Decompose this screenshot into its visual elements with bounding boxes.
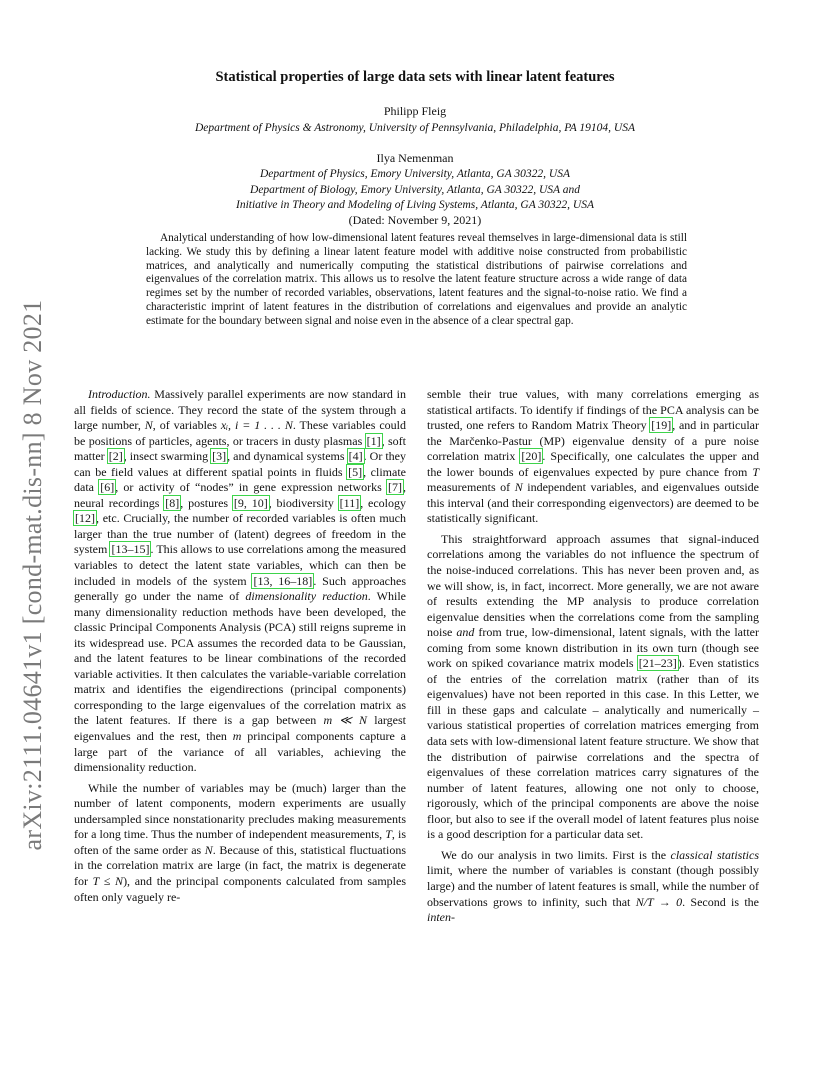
citation-link[interactable]: [1] [366,433,381,448]
citation-link[interactable]: [8] [165,495,180,510]
citation-link[interactable]: [5] [348,464,363,479]
author-name: Philipp Fleig [383,104,447,118]
citation-link[interactable]: [13, 16–18] [253,573,313,588]
citation-link[interactable]: [3] [212,449,227,464]
paper-title: Statistical properties of large data sets with linear latent features [215,69,615,85]
author-affiliation: Department of Physics & Astronomy, University of Pennsylvania, Philadelphia, PA 19104, USA [194,122,636,134]
author-affiliation: Initiative in Theory and Modeling of Living Systems, Atlanta, GA 30322, USA [236,199,594,211]
abstract: Analytical understanding of how low-dimensional latent features reveal themselves in large-dimensional data is still lacking. We study this by defining a linear latent feature model with additive noise constructed from probabilistic matrices, and analytically and numerically computing the statistical distributions of pairwise correlations and eigenvalues of the correlation matrix. This allows us to resolve the latent feature structure across a wide range of data regimes set by the number of recorded variables, observations, latent features and the signal-to-noise ratio. We find a characteristic imprint of latent features in the distribution of correlations and eigenvalues and provide an analytic estimate for the boundary between signal and noise even in the absence of a clear spectral gap. [146,232,687,327]
citation-link[interactable]: [9, 10] [233,495,268,510]
author-name: Ilya Nemenman [376,151,454,165]
left-column [74,387,406,905]
citation-link[interactable]: [2] [108,449,123,464]
paragraph: While the number of variables may be (much) larger than the number of latent components, modern experiments are usually undersampled since nonstationarity precludes making measurements for a long time. Thus the number of independent measurements, T, is often of the same order as N. Because of this, statistical fluctuations in the correlation matrix are large (in fact, the matrix is degenerate for T ≤ N), and the principal components calculated from samples often only vaguely re- [74,780,406,904]
citation-link[interactable]: [12] [75,511,95,526]
paragraph: Introduction. Massively parallel experiments are now standard in all fields of science. They record the state of the system through a large number, N, of variables xᵢ, i = 1 . . . N. These variables could be positions of particles, agents, or tracers in dusty plasmas [1], soft matter [2], insect swarming [3], and dynamical systems [4]. Or they can be field values at different spatial points in fluids [5], climate data [6], or activity of “nodes” in gene expression networks [7], neural recordings [8], postures [9, 10], biodiversity [11], ecology [12], etc. Crucially, the number of recorded variables is often much larger than the true number of (latent) degrees of freedom in the system [13–15]. This allows to use correlations among the measured variables to detect the latent state variables, which can then be included in models of the system [13, 16–18]. Such approaches generally go under the name of dimensionality reduction. While many dimensionality reduction methods have been developed, the classic Principal Components Analysis (PCA) still reigns supreme in its widespread use. PCA assumes the recorded data to be Gaussian, and the latent features to be linear combinations of the recorded variable activities. It then calculates the variable-variable correlation matrix and identifies the eigendirections (principal components) corresponding to the large eigenvalues of the correlation matrix as the latent features. If there is a gap between m ≪ N largest eigenvalues and the rest, then m principal components capture a large part of the variance of all variables, achieving the dimensionality reduction. [74,387,407,775]
author-affiliation: Department of Physics, Emory University, Atlanta, GA 30322, USA [259,168,571,180]
paragraph: This straightforward approach assumes that signal-induced correlations among the variables do not influence the spectrum of the noise-induced correlations. This has never been proven and, as we will show, is, in fact, incorrect. More generally, we are not aware of results extending the MP analysis to produce correlation eigenvalue densities when the correlations come from the sampling noise and from true, low-dimensional, latent signals, with the latter coming from some known distribution in its own turn (though see work on spiked covariance matrix models [21–23]). Even statistics of the entries of the correlation matrix (rather than of its eigenvalues) have not been reported in this case. In this Letter, we fill in these gaps and calculate – analytically and numerically – various statistical properties of correlation matrices emerging from data sets with low-dimensional latent feature structure. We show that the distribution of pairwise correlations and the spectra of eigenvalues of these correlation matrices carry signatures of the number of latent features, allowing one not only to choose, rigorously, which of the principal components are above the noise floor, but also to see if the overall model of latent features plus noise is a good description for a particular data set. [427,531,759,842]
citation-link[interactable]: [19] [651,418,672,433]
citation-link[interactable]: [20] [521,449,542,464]
paragraph: We do our analysis in two limits. First is the classical statistics limit, where the number of variables is constant (though possibly large) and the number of latent features is small, while the number of observations grows to infinity, such that N/T → 0. Second is the inten- [427,847,760,925]
citation-link[interactable]: [6] [100,480,115,495]
citation-link[interactable]: [21–23] [638,656,677,671]
author-affiliation: Department of Biology, Emory University, Atlanta, GA 30322, USA and [250,183,580,196]
citation-link[interactable]: [11] [339,495,360,510]
arxiv-identifier: arXiv:2111.04641v1 [cond-mat.dis-nn] 8 Nov 2021 [18,299,47,851]
date-line: (Dated: November 9, 2021) [348,213,482,227]
right-column [427,387,759,926]
citation-link[interactable]: [7] [388,480,402,495]
arxiv-identifier-sidebar [8,245,58,905]
paragraph: semble their true values, with many correlations emerging as statistical artifacts. To identify if findings of the PCA analysis can be trusted, one refers to Random Matrix Theory [19], and in particular the Marčenko-Pastur (MP) eigenvalue density of a pure noise correlation matrix [20]. Specifically, one calculates the upper and the lower bounds of eigenvalues expected by pure chance from T measurements of N independent variables, and eigenvalues outside this interval (and their corresponding eigenvectors) are deemed to be statistically significant. [427,387,760,526]
citation-link[interactable]: [13–15] [111,542,150,557]
citation-link[interactable]: [4] [348,449,363,464]
